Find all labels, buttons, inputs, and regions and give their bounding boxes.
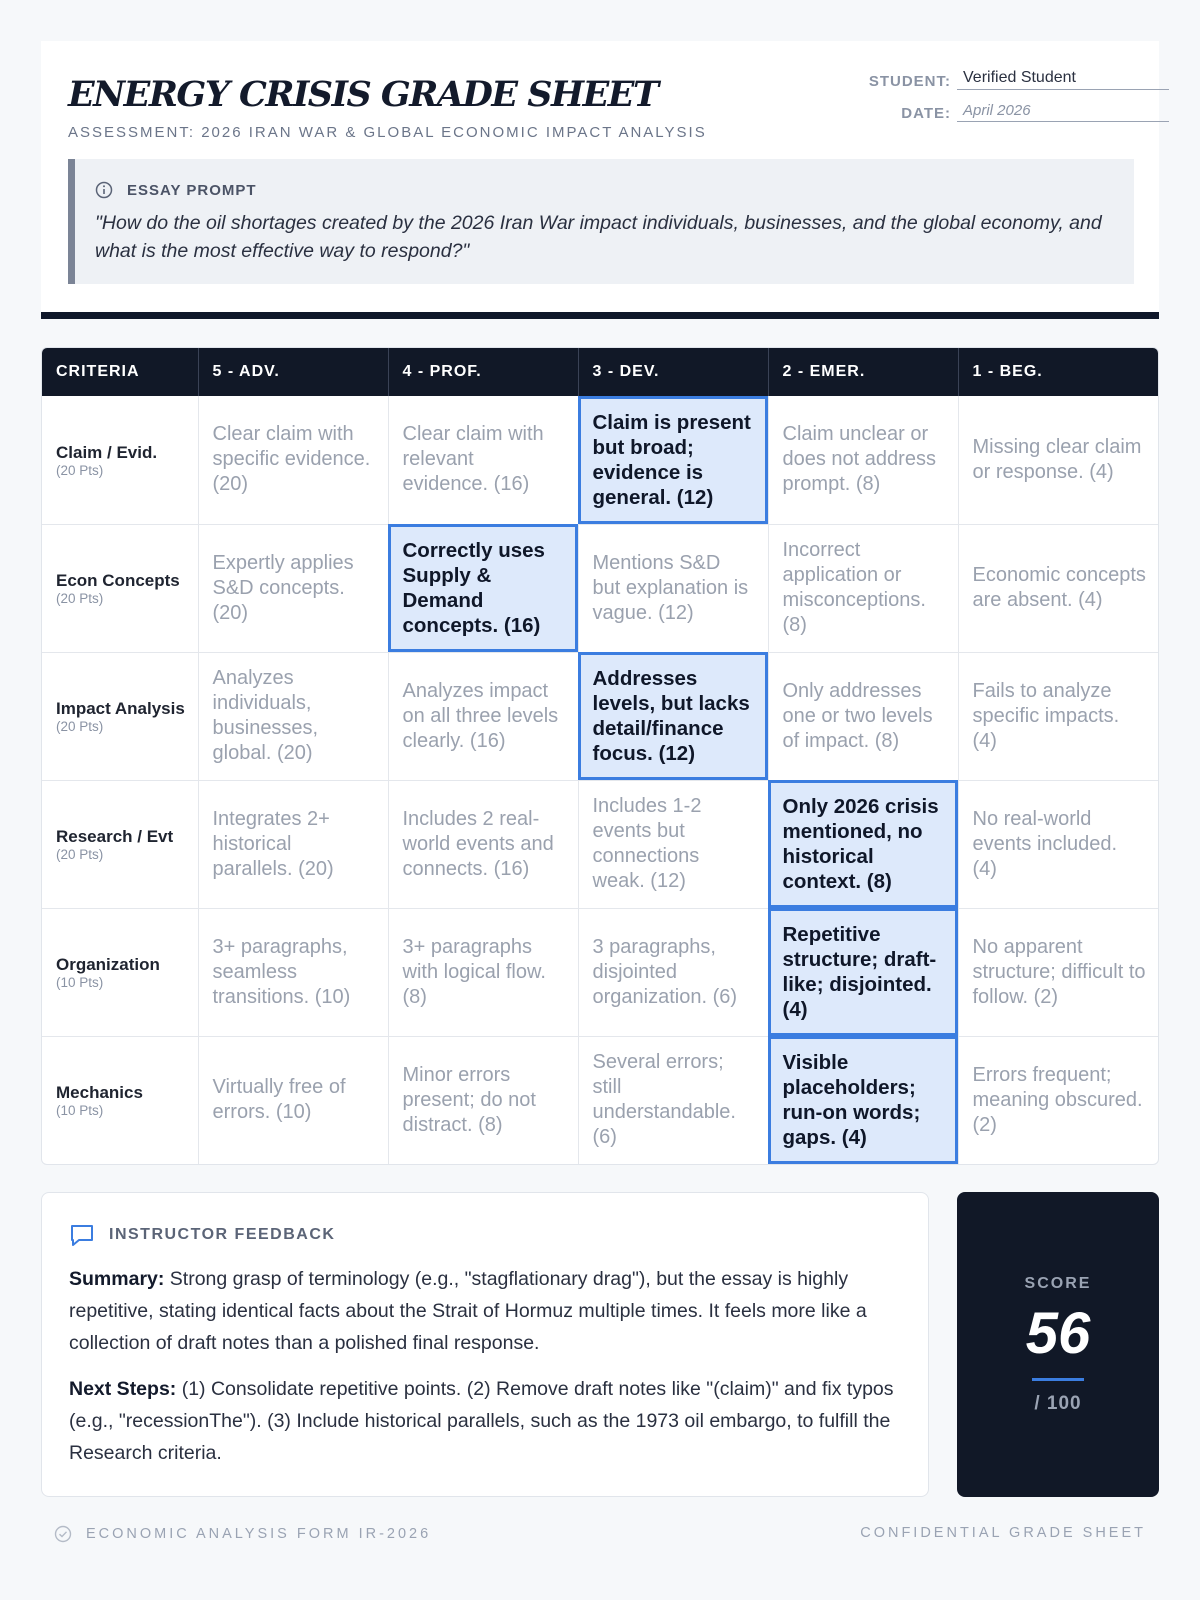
date-field[interactable]: April 2026: [957, 102, 1169, 122]
criteria-cell: [42, 396, 198, 524]
next-steps-label: Next Steps:: [69, 1378, 177, 1400]
rubric-cell[interactable]: Integrates 2+ historical parallels. (20): [198, 780, 388, 908]
rubric-cell[interactable]: Mentions S&D but explanation is vague. (12): [578, 524, 768, 652]
rubric-cell[interactable]: Missing clear claim or response. (4): [958, 396, 1159, 524]
rubric-cell[interactable]: Expertly applies S&D concepts. (20): [198, 524, 388, 652]
feedback-summary: [69, 1263, 899, 1359]
student-field[interactable]: Verified Student: [957, 69, 1169, 90]
rubric-table: [41, 347, 1159, 1165]
criteria-column-header: CRITERIA: [42, 348, 198, 396]
rubric-cell-selected[interactable]: Only 2026 crisis mentioned, no historical context. (8): [768, 780, 958, 908]
score-label: SCORE: [1024, 1275, 1092, 1292]
student-row: [811, 69, 1169, 90]
rubric-cell[interactable]: Errors frequent; meaning obscured. (2): [972, 1063, 1143, 1136]
criteria-points: (20 Pts): [56, 462, 104, 478]
criteria-name: Econ Concepts: [56, 571, 180, 590]
criteria-name: Mechanics: [56, 1083, 143, 1103]
score-divider: [1032, 1378, 1084, 1381]
rubric-row: [42, 1036, 1159, 1164]
criteria-cell: [42, 780, 198, 908]
rubric-cell[interactable]: 3 paragraphs, disjointed organization. (6): [578, 908, 768, 1036]
rubric-cell[interactable]: Only addresses one or two levels of impact. (8): [768, 652, 958, 780]
rubric-header-row: [42, 348, 1159, 396]
chat-bubble-icon: [69, 1223, 95, 1247]
criteria-name: Research / Evt: [56, 827, 174, 846]
rubric-cell[interactable]: Fails to analyze specific impacts. (4): [958, 652, 1159, 780]
rubric-cell[interactable]: Clear claim with relevant evidence. (16): [388, 396, 578, 524]
footer-form-id: [54, 1525, 431, 1543]
criteria-cell: [42, 1036, 198, 1164]
criteria-name: Claim / Evid.: [56, 442, 158, 462]
level-column-header: 3 - DEV.: [578, 348, 768, 396]
criteria-points: (10 Pts): [56, 975, 104, 990]
rubric-body: [42, 396, 1159, 1164]
level-column-header: 1 - BEG.: [958, 348, 1159, 396]
rubric-cell[interactable]: Clear claim with specific evidence. (20): [198, 396, 388, 524]
criteria-points: (20 Pts): [56, 591, 104, 606]
rubric-cell[interactable]: 3+ paragraphs with logical flow. (8): [388, 908, 578, 1036]
rubric-cell[interactable]: Includes 1-2 events but connections weak. (12): [578, 780, 768, 908]
rubric-cell-selected[interactable]: Claim is present but broad; evidence is general. (12): [578, 396, 768, 524]
essay-prompt-header: [95, 181, 257, 199]
criteria-points: (20 Pts): [56, 719, 104, 734]
rubric-row: [42, 780, 1159, 908]
criteria-points: (10 Pts): [56, 1103, 104, 1119]
instructor-feedback-card: [41, 1192, 929, 1497]
rubric-cell[interactable]: Includes 2 real-world events and connects. (16): [388, 780, 578, 908]
criteria-points: (20 Pts): [56, 847, 104, 862]
rubric-cell-selected[interactable]: Visible placeholders; run-on words; gaps. (4): [768, 1036, 958, 1164]
assessment-subtitle: ASSESSMENT: 2026 IRAN WAR & GLOBAL ECONOMIC IMPACT ANALYSIS: [68, 124, 707, 141]
score-card: [957, 1192, 1159, 1497]
rubric-row: [42, 396, 1159, 524]
rubric-cell-selected[interactable]: Addresses levels, but lacks detail/finance focus. (12): [578, 652, 768, 780]
rubric-cell[interactable]: 3+ paragraphs, seamless transitions. (10): [198, 908, 388, 1036]
essay-prompt-text: "How do the oil shortages created by the 2026 Iran War impact individuals, businesses, and the global economy, and what is the most effective way to respond?": [95, 212, 1102, 262]
student-label: STUDENT:: [868, 73, 951, 90]
feedback-header: [69, 1223, 335, 1247]
rubric-cell[interactable]: Economic concepts are absent. (4): [958, 524, 1159, 652]
rubric-cell[interactable]: Analyzes impact on all three levels clearly. (16): [388, 652, 578, 780]
criteria-cell: [42, 652, 198, 780]
info-icon: [95, 181, 113, 199]
header-card: [41, 41, 1159, 319]
footer-left-text: ECONOMIC ANALYSIS FORM IR-2026: [86, 1526, 432, 1542]
essay-prompt-box: [68, 159, 1134, 284]
score-value: 56: [1025, 1301, 1091, 1366]
feedback-label: INSTRUCTOR FEEDBACK: [109, 1226, 336, 1243]
rubric-row: [42, 524, 1159, 652]
rubric-cell[interactable]: Claim unclear or does not address prompt. (8): [768, 396, 958, 524]
footer-confidential: CONFIDENTIAL GRADE SHEET: [860, 1525, 1146, 1541]
page-title: ENERGY CRISIS GRADE SHEET: [68, 74, 658, 115]
essay-prompt-label: ESSAY PROMPT: [127, 181, 257, 199]
date-row: [811, 102, 1169, 122]
rubric-cell[interactable]: No apparent structure; difficult to follow. (2): [958, 908, 1159, 1036]
summary-label: Summary:: [69, 1268, 165, 1290]
rubric-cell[interactable]: Minor errors present; do not distract. (8): [388, 1036, 578, 1164]
rubric-row: [42, 652, 1159, 780]
rubric-cell[interactable]: Several errors; still understandable. (6): [578, 1036, 768, 1164]
level-column-header: 5 - ADV.: [198, 348, 388, 396]
criteria-cell: [42, 524, 198, 652]
score-total: / 100: [1034, 1393, 1082, 1414]
rubric-cell-selected[interactable]: Repetitive structure; draft-like; disjointed. (4): [768, 908, 958, 1036]
rubric-cell[interactable]: Virtually free of errors. (10): [198, 1036, 388, 1164]
rubric-row: [42, 908, 1159, 1036]
criteria-cell: [42, 908, 198, 1036]
level-column-header: 2 - EMER.: [768, 348, 958, 396]
rubric-cell[interactable]: Analyzes individuals, businesses, global. (20): [198, 652, 388, 780]
level-column-header: 4 - PROF.: [388, 348, 578, 396]
feedback-next-steps: [69, 1373, 899, 1469]
rubric-cell[interactable]: No real-world events included. (4): [958, 780, 1159, 908]
check-circle-icon: [54, 1525, 72, 1543]
rubric-cell[interactable]: Incorrect application or misconceptions. (8): [768, 524, 958, 652]
summary-text: Strong grasp of terminology (e.g., "stagflationary drag"), but the essay is highly repetitive, stating identical facts about the Strait of Hormuz multiple times. It feels more like a collection of draft notes than a polished final response.: [69, 1268, 867, 1354]
date-label: DATE:: [901, 105, 951, 122]
rubric-cell-selected[interactable]: Correctly uses Supply & Demand concepts. (16): [388, 524, 578, 652]
criteria-name: Impact Analysis: [56, 699, 185, 718]
criteria-name: Organization: [56, 955, 160, 974]
next-steps-text: (1) Consolidate repetitive points. (2) Remove draft notes like "(claim)" and fix typos (e.g., "recessionThe"). (3) Include historical parallels, such as the 1973 oil embargo, to fulfill the Research criteria.: [69, 1378, 894, 1464]
